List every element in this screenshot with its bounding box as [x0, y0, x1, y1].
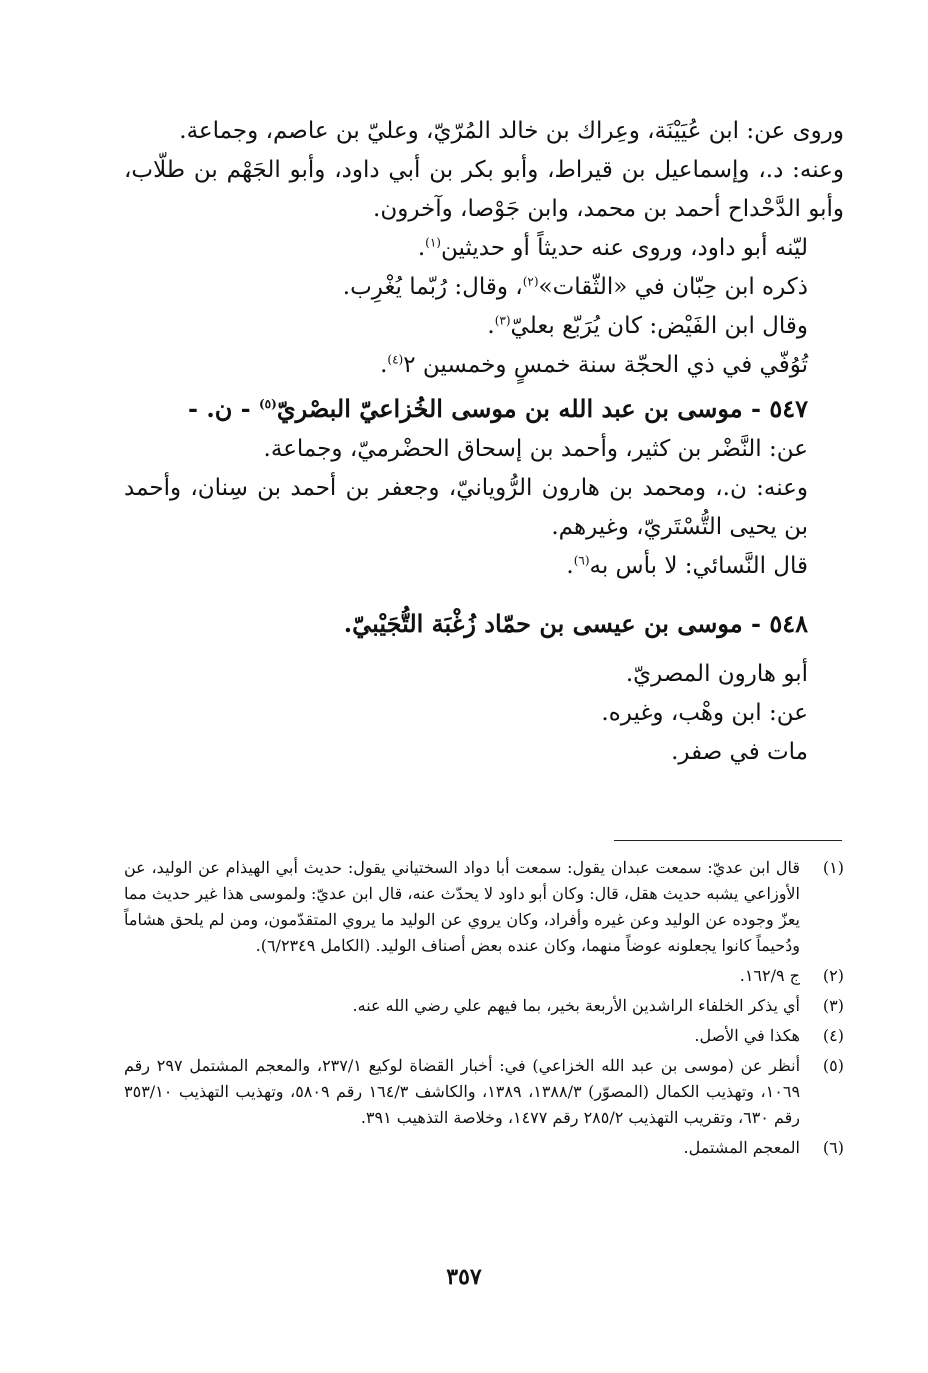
footnote-ref[interactable]: (٣) [494, 313, 511, 328]
footnotes [124, 855, 844, 1165]
footnote [124, 855, 844, 959]
footnote-ref[interactable]: (٤) [387, 352, 404, 367]
paragraph-548-kunya: أبو هارون المصريّ. [625, 661, 808, 687]
paragraph-death: تُوُفّي في ذي الحجّة سنة خمسٍ وخمسين ٢$^{(٤)}$. [380, 352, 808, 378]
footnote-number: (٥) [822, 1056, 844, 1075]
footnote [124, 1053, 844, 1131]
paragraph-548-death: مات في صفر. [671, 739, 808, 765]
entry-heading-547: ٥٤٧ - موسى بن عبد الله بن موسى الخُزاعيّ البصْريّ$^{(٥)}$ - ن. - [188, 394, 808, 423]
footnote-ref[interactable]: (١) [425, 235, 441, 250]
footnote-number: (٣) [822, 996, 844, 1015]
footnote-ref[interactable]: (٥) [258, 397, 277, 411]
entry-heading-548: ٥٤٨ - موسى بن عيسى بن حمّاد زُغْبَة التُّجَيْبيّ. [343, 609, 808, 638]
footnote [124, 1023, 844, 1049]
footnote-text: المعجم المشتمل. [683, 1138, 800, 1157]
paragraph-nasai: قال النَّسائي: لا بأس به$^{(٦)}$. [566, 553, 808, 579]
paragraph-narrated-from: وروى عن: ابن عُيَيْنَة، وعِراك بن خالد المُرّيّ، وعليّ بن عاصم، وجماعة. [179, 118, 844, 144]
footnote-ref[interactable]: (٦) [573, 553, 590, 568]
page-number: ٣٥٧ [446, 1264, 482, 1290]
footnote-number: (٤) [822, 1026, 844, 1045]
footnote-number: (١) [822, 858, 844, 877]
footnote-text: أنظر عن (موسى بن عبد الله الخزاعي) في: أخبار القضاة لوكيع ٢٣٧/١، والمعجم المشتمل ٢٩٧ رقم ١٠٦٩، وتهذيب الكمال (المصوّر) ١٣٨٨/٣، ١٣٨٩، والكاشف ١٦٤/٣ رقم ٥٨٠٩، وتهذيب التهذيب ٣٥٣/١٠ رقم ٦٣٠، وتقريب التهذيب ٢٨٥/٢ رقم ١٤٧٧، وخلاصة التذهيب ٣٩١. [124, 1056, 801, 1127]
footnote-text: قال ابن عديّ: سمعت عبدان يقول: سمعت أبا دواد السختياني يقول: حديث أبي الهيذام عن الوليد، عن الأوزاعي يشبه حديث هقل، قال: وكان أبو داود لا يحدّث عنه، قال ابن عديّ: ولموسى هذا غير حديث مما يعزّ وجوده عن الوليد وعن غيره وأفراد، وكان يروي عن الوليد ما يروي المتقدّمون، ومن لم يلحق هشاماً ودُحيماً كانوا يجعلونه عوضاً منهما، وكان عنده بعض أصناف الوليد. (الكامل ٦/٢٣٤٩). [124, 858, 800, 955]
paragraph-weakened: ليّنه أبو داود، وروى عنه حديثاً أو حديثين$^{(١)}$. [417, 235, 808, 261]
footnote-text: هكذا في الأصل. [694, 1026, 800, 1045]
footnote [124, 1135, 844, 1161]
paragraph-547-from: عن: النَّضْر بن كثير، وأحمد بن إسحاق الحضْرميّ، وجماعة. [263, 436, 808, 462]
main-text [124, 112, 844, 772]
footnote-number: (٦) [822, 1138, 844, 1157]
footnote-number: (٢) [822, 966, 844, 985]
footnote-text: أي يذكر الخلفاء الراشدين الأربعة بخير، بما فيهم علي رضي الله عنه. [352, 996, 800, 1015]
footnote-divider [614, 840, 842, 841]
footnote [124, 963, 844, 989]
footnote-ref[interactable]: (٢) [522, 274, 539, 289]
paragraph-ibn-alfayd: وقال ابن الفَيْض: كان يُرَبّع بعليّ$^{(٣)}$. [487, 313, 808, 339]
footnote [124, 993, 844, 1019]
paragraph-ibn-hibban: ذكره ابن حِبّان في «الثّقات»$^{(٢)}$، وقال: رُبّما يُغْرِب. [342, 274, 808, 300]
footnote-text: ج ١٦٢/٩. [739, 966, 800, 985]
paragraph-narrators-from-him: وعنه: د.، وإسماعيل بن قيراط، وأبو بكر بن أبي داود، وأبو الجَهْم بن طلّاب، وأبو الدَّحْداح أحمد بن محمد، وابن جَوْصا، وآخرون. [124, 157, 844, 222]
paragraph-547-narrators: وعنه: ن.، ومحمد بن هارون الرُّويانيّ، وجعفر بن أحمد بن سِنان، وأحمد بن يحيى التُّسْتَريّ، وغيرهم. [124, 475, 808, 540]
paragraph-548-from: عن: ابن وهْب، وغيره. [601, 700, 808, 726]
